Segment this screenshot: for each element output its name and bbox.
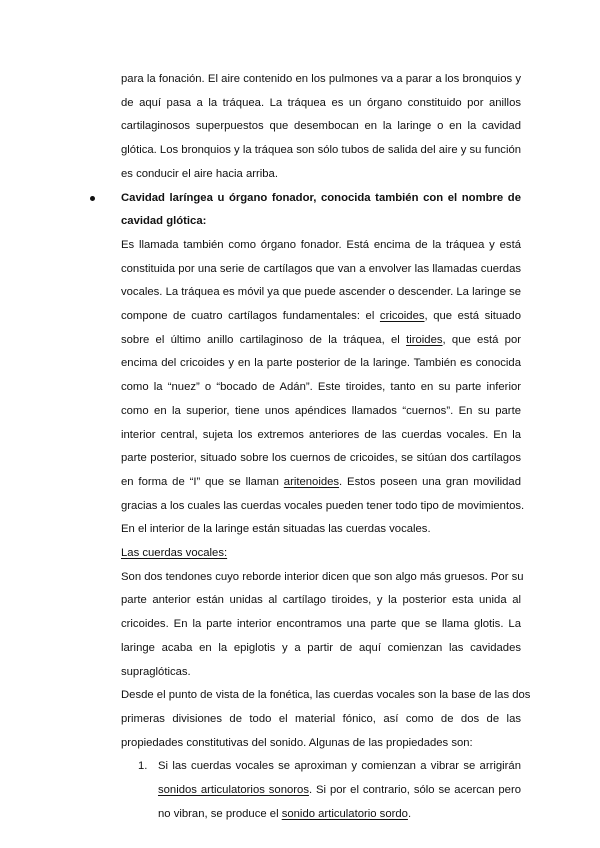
text-line: glótica. Los bronquios y la tráquea son sólo tubos de salida del aire y su función — [121, 144, 522, 157]
list-number: 1. — [138, 760, 148, 773]
text-fragment: compone de cuatro cartílagos fundamentales: el — [121, 310, 380, 323]
text-fragment: . Estos poseen una gran movilidad — [339, 475, 521, 488]
text-line: parte anterior están unidas al cartílago tiroides, y la posterior esta unida al — [121, 594, 521, 607]
text-line: Si las cuerdas vocales se aproximan y comienzan a vibrar se arrigirán — [158, 760, 521, 773]
document-body — [121, 68, 531, 827]
text-line: En el interior de la laringe están situadas las cuerdas vocales. — [121, 523, 431, 536]
text-fragment: , que está situado — [424, 310, 521, 323]
text-line: cartilaginosos superpuestos que desembocan en la laringe o en la cavidad — [121, 120, 521, 133]
text-line: de aquí pasa a la tráquea. La tráquea es un órgano constituido por anillos — [121, 96, 521, 109]
text-line — [158, 803, 521, 827]
text-line: Son dos tendones cuyo reborde interior dicen que son algo más gruesos. Por su — [121, 570, 524, 583]
text-line: interior central, sujeta los extremos anteriores de las cuerdas vocales. En la — [121, 428, 521, 441]
section-title-vocal-cords: Las cuerdas vocales: — [121, 547, 228, 560]
term-cricoides: cricoides — [379, 310, 425, 323]
intro-paragraph — [121, 68, 521, 187]
text-line: Desde el punto de vista de la fonética, las cuerdas vocales son la base de las dos — [121, 689, 531, 702]
text-line: parte posterior, situado sobre los cuernos de cricoides, se sitúan dos cartílagos — [121, 452, 521, 465]
text-line — [158, 779, 521, 803]
bullet-heading: cavidad glótica: — [121, 215, 207, 228]
bullet-item-larynx — [121, 187, 531, 827]
term-sonido-sordo: sonido articulatorio sordo — [281, 807, 408, 820]
text-line: como la “nuez” o “bocado de Adán”. Este tiroides, tanto en su parte inferior — [121, 381, 521, 394]
text-line: encima del cricoides y en la parte posterior de la laringe. También es conocida — [121, 357, 521, 370]
text-fragment: no vibran, se produce el — [158, 807, 282, 820]
text-line — [121, 329, 521, 353]
text-line: gracias a los cuales las cuerdas vocales pueden tener todo tipo de movimientos. — [121, 499, 525, 512]
text-line: Es llamada también como órgano fonador. Está encima de la tráquea y está — [121, 238, 521, 251]
text-line — [121, 305, 521, 329]
term-aritenoides: aritenoides — [283, 475, 340, 488]
text-line: como en la superior, tiene unos apéndices llamados “cuernos”. En su parte — [121, 404, 521, 417]
text-line: cricoides. En la parte interior encontramos una parte que se llama glotis. La — [121, 618, 521, 631]
bullet-heading: Cavidad laríngea u órgano fonador, conocida también con el nombre de — [121, 191, 521, 204]
text-line: constituida por una serie de cartílagos que van a envolver las llamadas cuerdas — [121, 262, 521, 275]
text-line: vocales. La tráquea es móvil ya que puede ascender o descender. La laringe se — [121, 286, 522, 299]
term-tiroides: tiroides — [406, 333, 443, 346]
text-fragment: , que está por — [442, 333, 521, 346]
text-fragment: en forma de “I” que se llaman — [121, 475, 284, 488]
list-item — [121, 755, 521, 826]
bullet-icon — [90, 196, 95, 201]
text-line: supraglóticas. — [121, 665, 191, 678]
text-fragment: . Si por el contrario, sólo se acercan pero — [308, 784, 521, 797]
text-fragment: sobre el último anillo cartilaginoso de la tráquea, el — [121, 333, 407, 346]
text-line: para la fonación. El aire contenido en los pulmones va a parar a los bronquios y — [121, 73, 521, 85]
text-line: propiedades constitutivas del sonido. Algunas de las propiedades son: — [121, 736, 473, 749]
term-sonidos-sonoros: sonidos articulatorios sonoros — [158, 784, 309, 797]
text-line — [121, 471, 521, 495]
text-line: primeras divisiones de todo el material fónico, así como de dos de las — [121, 712, 521, 725]
text-line: laringe acaba en la epiglotis y a partir de aquí comienzan las cavidades — [121, 641, 521, 654]
text-line: es conducir el aire hacia arriba. — [121, 167, 278, 180]
text-fragment: . — [407, 807, 412, 820]
